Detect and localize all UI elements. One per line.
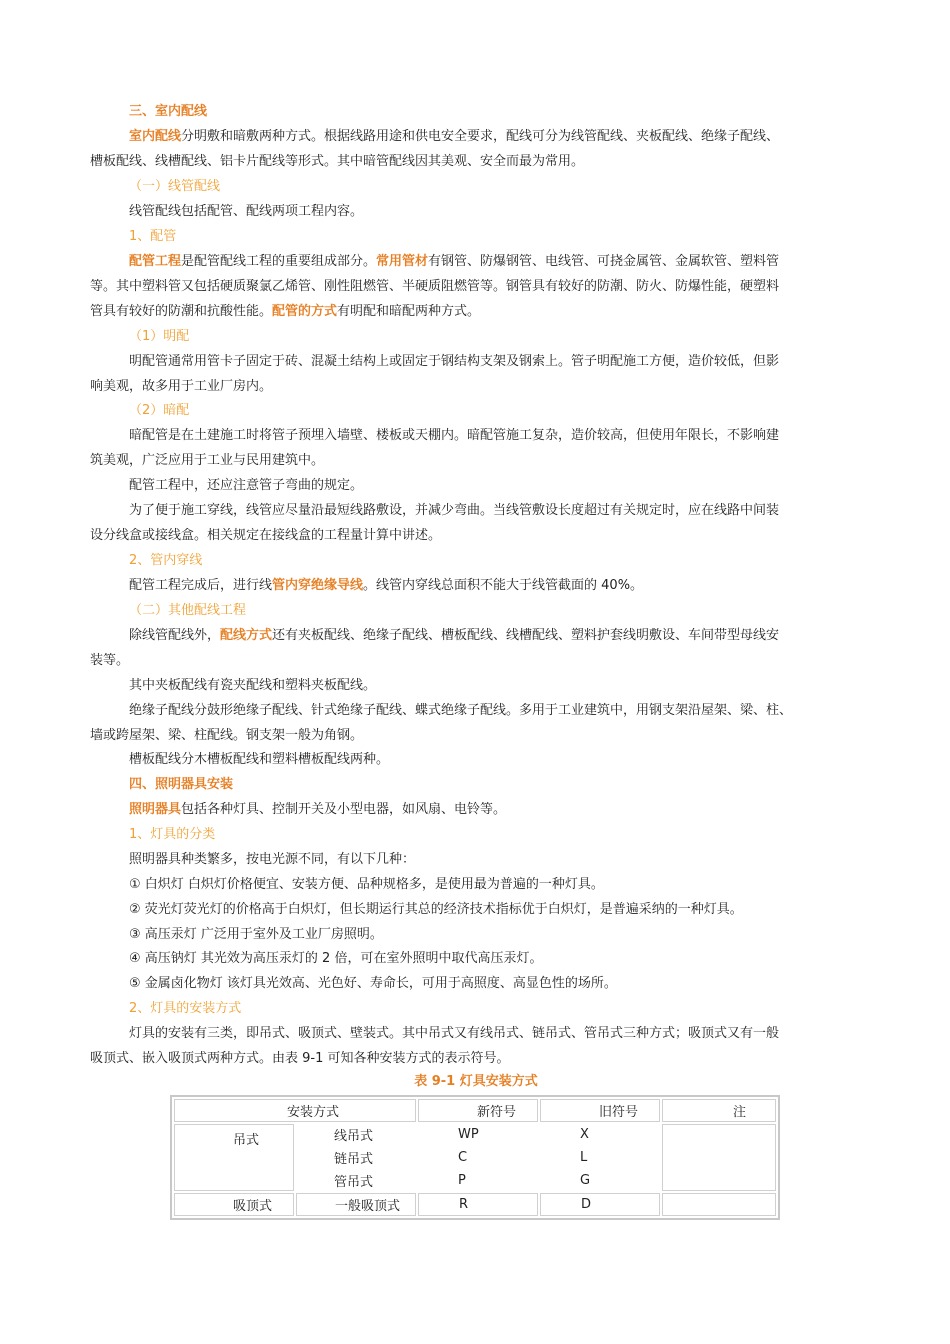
mounting-table — [170, 1095, 780, 1220]
text: 除线管配线外， — [129, 628, 221, 643]
paragraph-cont — [90, 299, 858, 324]
paragraph: 暗配管是在土建施工时将管子预埋入墙壁、楼板或天棚内。暗配管施工复杂，造价较高，但使用年限长，不影响建 — [129, 428, 780, 443]
table-cell: L — [580, 1150, 588, 1165]
keyword: 照明器具 — [129, 802, 182, 817]
keyword: 室内配线 — [129, 129, 182, 144]
table-cell: D — [540, 1193, 660, 1216]
subsection-title: 2、管内穿线 — [129, 553, 203, 568]
list-item: ④ 高压钠灯 其光效为高压汞灯的 2 倍，可在室外照明中取代高压汞灯。 — [129, 951, 543, 966]
table-cell: X — [580, 1127, 589, 1142]
text: 还有夹板配线、绝缘子配线、槽板配线、线槽配线、塑料护套线明敷设、车间带型母线安 — [272, 628, 780, 643]
table-header-cell: 注 — [662, 1099, 776, 1122]
section-title-indoor-wiring: 三、室内配线 — [129, 104, 208, 119]
list-item: ② 荧光灯荧光灯的价格高于白炽灯，但长期运行其总的经济技术指标优于白炽灯，是普遍采纳的一种灯具。 — [129, 902, 743, 917]
subsection-title: 2、灯具的安装方式 — [129, 1001, 242, 1016]
table-row — [174, 1124, 776, 1145]
subsection-title: （2）暗配 — [129, 403, 190, 418]
table-cell: 管吊式 — [334, 1175, 374, 1190]
subsection-title: 1、配管 — [129, 229, 177, 244]
text: 有钢管、防爆钢管、电线管、可挠金属管、金属软管、塑料管 — [428, 254, 780, 269]
paragraph-cont: 设分线盒或接线盒。相关规定在接线盒的工程量计算中讲述。 — [90, 528, 442, 543]
paragraph — [129, 623, 858, 648]
keyword: 配管工程 — [129, 254, 182, 269]
text: 是配管配线工程的重要组成部分。 — [181, 254, 377, 269]
subsection-title: 1、灯具的分类 — [129, 827, 216, 842]
keyword: 管内穿绝缘导线 — [272, 578, 364, 593]
paragraph-cont: 槽板配线、线槽配线、铝卡片配线等形式。其中暗管配线因其美观、安全而最为常用。 — [90, 154, 585, 169]
text: 。线管内穿线总面积不能大于线管截面的 40%。 — [363, 578, 644, 593]
table-header-cell: 新符号 — [418, 1099, 538, 1122]
subsection-title: （一）线管配线 — [129, 179, 221, 194]
table-cell — [662, 1193, 776, 1216]
table-cell: C — [458, 1150, 468, 1165]
paragraph: 线管配线包括配管、配线两项工程内容。 — [129, 204, 364, 219]
paragraph: 灯具的安装有三类，即吊式、吸顶式、壁装式。其中吊式又有线吊式、链吊式、管吊式三种方式；吸顶式又有一般 — [129, 1026, 780, 1041]
table-group-cell: 吸顶式 — [174, 1193, 294, 1216]
list-item: ⑤ 金属卤化物灯 该灯具光效高、光色好、寿命长，可用于高照度、高显色性的场所。 — [129, 976, 617, 991]
table-cell: G — [580, 1173, 591, 1188]
paragraph: 绝缘子配线分鼓形绝缘子配线、针式绝缘子配线、蝶式绝缘子配线。多用于工业建筑中，用钢支架沿屋架、梁、柱、 — [129, 703, 793, 718]
keyword: 配管的方式 — [272, 304, 338, 319]
table-cell — [662, 1124, 776, 1191]
list-item: ③ 高压汞灯 广泛用于室外及工业厂房照明。 — [129, 927, 383, 942]
paragraph — [129, 797, 858, 822]
paragraph-cont: 等。其中塑料管又包括硬质聚氯乙烯管、刚性阻燃管、半硬质阻燃管等。钢管具有较好的防潮、防火、防爆性能，硬塑料 — [90, 279, 780, 294]
text: 有明配和暗配两种方式。 — [337, 304, 481, 319]
keyword: 配线方式 — [220, 628, 273, 643]
table-header-row — [174, 1099, 776, 1122]
text: 配管工程完成后，进行线 — [129, 578, 273, 593]
paragraph-cont: 装等。 — [90, 653, 130, 668]
paragraph: 其中夹板配线有瓷夹配线和塑料夹板配线。 — [129, 678, 377, 693]
keyword: 常用管材 — [376, 254, 429, 269]
paragraph — [129, 124, 858, 149]
table-header-cell: 旧符号 — [540, 1099, 660, 1122]
list-item: ① 白炽灯 白炽灯价格便宜、安装方便、品种规格多，是使用最为普遍的一种灯具。 — [129, 877, 604, 892]
text: 管具有较好的防潮和抗酸性能。 — [90, 304, 273, 319]
paragraph: 照明器具种类繁多，按电光源不同，有以下几种： — [129, 852, 416, 867]
table-cell: P — [458, 1173, 466, 1188]
paragraph-cont: 吸顶式、嵌入吸顶式两种方式。由表 9-1 可知各种安装方式的表示符号。 — [90, 1051, 510, 1066]
paragraph: 为了便于施工穿线，线管应尽量沿最短线路敷设，并减少弯曲。当线管敷设长度超过有关规定时，应在线路中间装 — [129, 503, 780, 518]
subsection-title: （1）明配 — [129, 329, 190, 344]
paragraph — [129, 249, 858, 274]
paragraph-cont: 筑美观，广泛应用于工业与民用建筑中。 — [90, 453, 325, 468]
text: 包括各种灯具、控制开关及小型电器，如风扇、电铃等。 — [181, 802, 507, 817]
paragraph-cont: 墙或跨屋架、梁、柱配线。钢支架一般为角钢。 — [90, 728, 364, 743]
table-cell: R — [418, 1193, 538, 1216]
table-cell: 线吊式 — [334, 1129, 374, 1144]
table-caption: 表 9-1 灯具安装方式 — [414, 1074, 538, 1089]
table-cell: 链吊式 — [334, 1152, 374, 1167]
table-row — [174, 1193, 776, 1216]
table-group-cell: 吊式 — [174, 1124, 294, 1191]
paragraph — [129, 573, 858, 598]
section-title-lighting: 四、照明器具安装 — [129, 777, 234, 792]
paragraph: 配管工程中，还应注意管子弯曲的规定。 — [129, 478, 364, 493]
table-header-cell: 安装方式 — [174, 1099, 416, 1122]
paragraph: 明配管通常用管卡子固定于砖、混凝土结构上或固定于钢结构支架及钢索上。管子明配施工方便，造价较低，但影 — [129, 354, 780, 369]
paragraph-cont: 响美观，故多用于工业厂房内。 — [90, 379, 273, 394]
table-cell: 一般吸顶式 — [296, 1193, 416, 1216]
paragraph: 槽板配线分木槽板配线和塑料槽板配线两种。 — [129, 752, 390, 767]
table-cell: WP — [458, 1127, 479, 1142]
subsection-title: （二）其他配线工程 — [129, 603, 247, 618]
text: 分明敷和暗敷两种方式。根据线路用途和供电安全要求，配线可分为线管配线、夹板配线、绝缘子配线、 — [181, 129, 780, 144]
